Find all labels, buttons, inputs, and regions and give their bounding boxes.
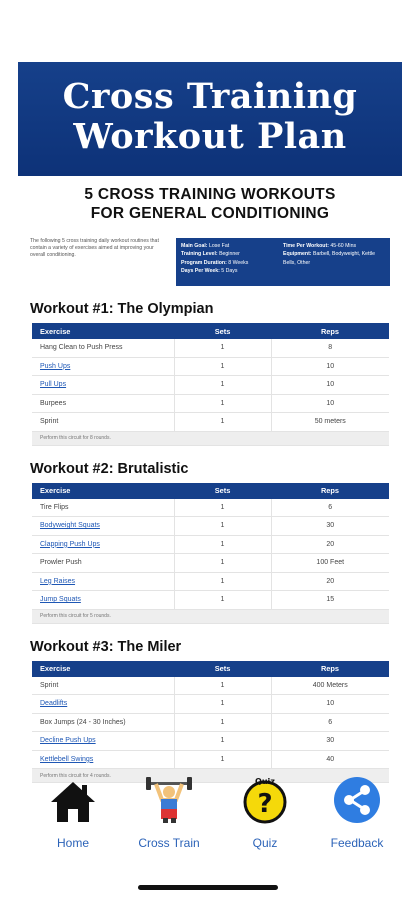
info-col-left [181,242,283,282]
title-banner [18,62,402,176]
share-icon [312,776,402,824]
column-header-sets: Sets [174,483,271,499]
column-header-exercise: Exercise [32,661,174,677]
table-note-row [32,609,389,623]
sets-value: 1 [174,591,271,610]
workouts-container [18,301,402,783]
sets-value: 1 [174,554,271,573]
reps-value: 8 [271,339,389,357]
info-label: Equipment: [283,251,312,258]
reps-value: 50 meters [271,413,389,432]
column-header-reps: Reps [271,323,389,339]
weightlifter-icon [124,776,214,824]
exercise-name: Box Jumps (24 - 30 Inches) [32,713,174,732]
exercise-link[interactable]: Pull Ups [32,376,174,395]
exercise-link[interactable]: Bodyweight Squats [32,517,174,536]
workout-table [32,323,389,446]
exercise-name: Hang Clean to Push Press [32,339,174,357]
info-label: Main Goal: [181,243,208,249]
subtitle-line2: FOR GENERAL CONDITIONING [90,205,330,222]
exercise-name: Prowler Push [32,554,174,573]
info-value: Barbell, Bodyweight, Kettle Bells, Other [283,251,375,266]
info-label: Program Duration: [181,259,227,266]
sets-value: 1 [174,713,271,732]
reps-value: 20 [271,572,389,591]
table-row [32,750,389,769]
reps-value: 10 [271,394,389,413]
intro-text: The following 5 cross training daily workout routines that contain a variety of exercises aimed at improving your overall conditioning. [30,238,159,258]
workout-title: Workout #3: The Miler [30,638,182,655]
table-row [32,517,389,536]
tab-cross-train[interactable] [124,776,214,850]
table-row [32,695,389,714]
info-value: 8 Weeks [228,259,249,266]
info-label: Time Per Workout: [283,243,329,249]
column-header-exercise: Exercise [32,323,174,339]
column-header-exercise: Exercise [32,483,174,499]
sets-value: 1 [174,695,271,714]
reps-value: 6 [271,499,389,517]
bottom-tab-bar [0,776,417,866]
table-row [32,499,389,517]
exercise-name: Burpees [32,394,174,413]
tab-quiz[interactable] [220,776,310,850]
column-header-reps: Reps [271,483,389,499]
exercise-link[interactable]: Jump Squats [32,591,174,610]
sets-value: 1 [174,394,271,413]
workout-table [32,483,389,624]
table-header-row [32,323,389,339]
reps-value: 10 [271,695,389,714]
info-label: Training Level: [181,251,218,258]
info-training-level [181,250,283,258]
sets-value: 1 [174,376,271,395]
sets-value: 1 [174,499,271,517]
column-header-sets: Sets [174,323,271,339]
tab-feedback[interactable] [312,776,402,850]
info-value: Lose Fat [208,243,230,249]
svg-text:Quiz: Quiz [255,777,275,786]
table-row [32,713,389,732]
table-row [32,413,389,432]
quiz-icon [220,776,310,824]
reps-value: 10 [271,376,389,395]
exercise-name: Sprint [32,413,174,432]
workout-plan-document [18,62,402,779]
exercise-link[interactable]: Push Ups [32,357,174,376]
table-row [32,339,389,357]
sets-value: 1 [174,339,271,357]
sets-value: 1 [174,357,271,376]
reps-value: 30 [271,732,389,751]
workout-title: Workout #2: Brutalistic [30,460,189,477]
workout-table [32,661,389,784]
table-note-row [32,431,389,445]
exercise-link[interactable]: Leg Raises [32,572,174,591]
reps-value: 20 [271,535,389,554]
sets-value: 1 [174,677,271,695]
table-row [32,357,389,376]
exercise-link[interactable]: Clapping Push Ups [32,535,174,554]
table-header-row [32,483,389,499]
info-time-per-workout [283,242,385,250]
workout-title: Workout #1: The Olympian [30,301,214,317]
reps-value: 400 Meters [271,677,389,695]
svg-text:?: ? [257,789,273,819]
info-col-right [283,242,385,282]
info-label: Days Per Week: [181,267,220,274]
home-icon [28,776,118,824]
circuit-note: Perform this circuit for 5 rounds. [32,609,389,623]
table-row [32,394,389,413]
reps-value: 100 Feet [271,554,389,573]
tab-home-label: Home [56,836,89,850]
subtitle-line1: 5 CROSS TRAINING WORKOUTS [84,186,336,203]
table-row [32,535,389,554]
info-equipment [283,250,385,267]
reps-value: 40 [271,750,389,769]
column-header-sets: Sets [174,661,271,677]
circuit-note: Perform this circuit for 8 rounds. [32,431,389,445]
tab-home[interactable] [28,776,118,850]
exercise-link[interactable]: Decline Push Ups [32,732,174,751]
table-row [32,572,389,591]
sets-value: 1 [174,750,271,769]
tab-quiz-label: Quiz [252,836,278,850]
circuit-note: Perform this circuit for 4 rounds. [32,769,389,783]
tab-feedback-label: Feedback [330,836,384,850]
reps-value: 10 [271,357,389,376]
banner-title-line1: Cross Training [62,76,358,117]
reps-value: 6 [271,713,389,732]
subtitle [18,185,402,223]
reps-value: 15 [271,591,389,610]
info-days-per-week [181,267,283,275]
table-row [32,732,389,751]
table-row [32,677,389,695]
info-value: Beginner [219,251,240,258]
table-header-row [32,661,389,677]
intro-row [30,238,390,286]
reps-value: 30 [271,517,389,536]
sets-value: 1 [174,732,271,751]
info-value: 5 Days [221,267,238,274]
info-value: 45-60 Mins [330,243,357,249]
exercise-name: Sprint [32,677,174,695]
banner-title-line2: Workout Plan [73,116,347,157]
sets-value: 1 [174,535,271,554]
table-row [32,591,389,610]
info-program-duration [181,259,283,267]
table-row [32,554,389,573]
sets-value: 1 [174,413,271,432]
table-row [32,376,389,395]
column-header-reps: Reps [271,661,389,677]
sets-value: 1 [174,517,271,536]
tab-cross-train-label: Cross Train [138,836,200,850]
exercise-link[interactable]: Deadlifts [32,695,174,714]
home-indicator[interactable] [138,885,278,890]
info-main-goal [181,242,283,250]
sets-value: 1 [174,572,271,591]
program-info-box [176,238,390,286]
exercise-name: Tire Flips [32,499,174,517]
exercise-link[interactable]: Kettlebell Swings [32,750,174,769]
